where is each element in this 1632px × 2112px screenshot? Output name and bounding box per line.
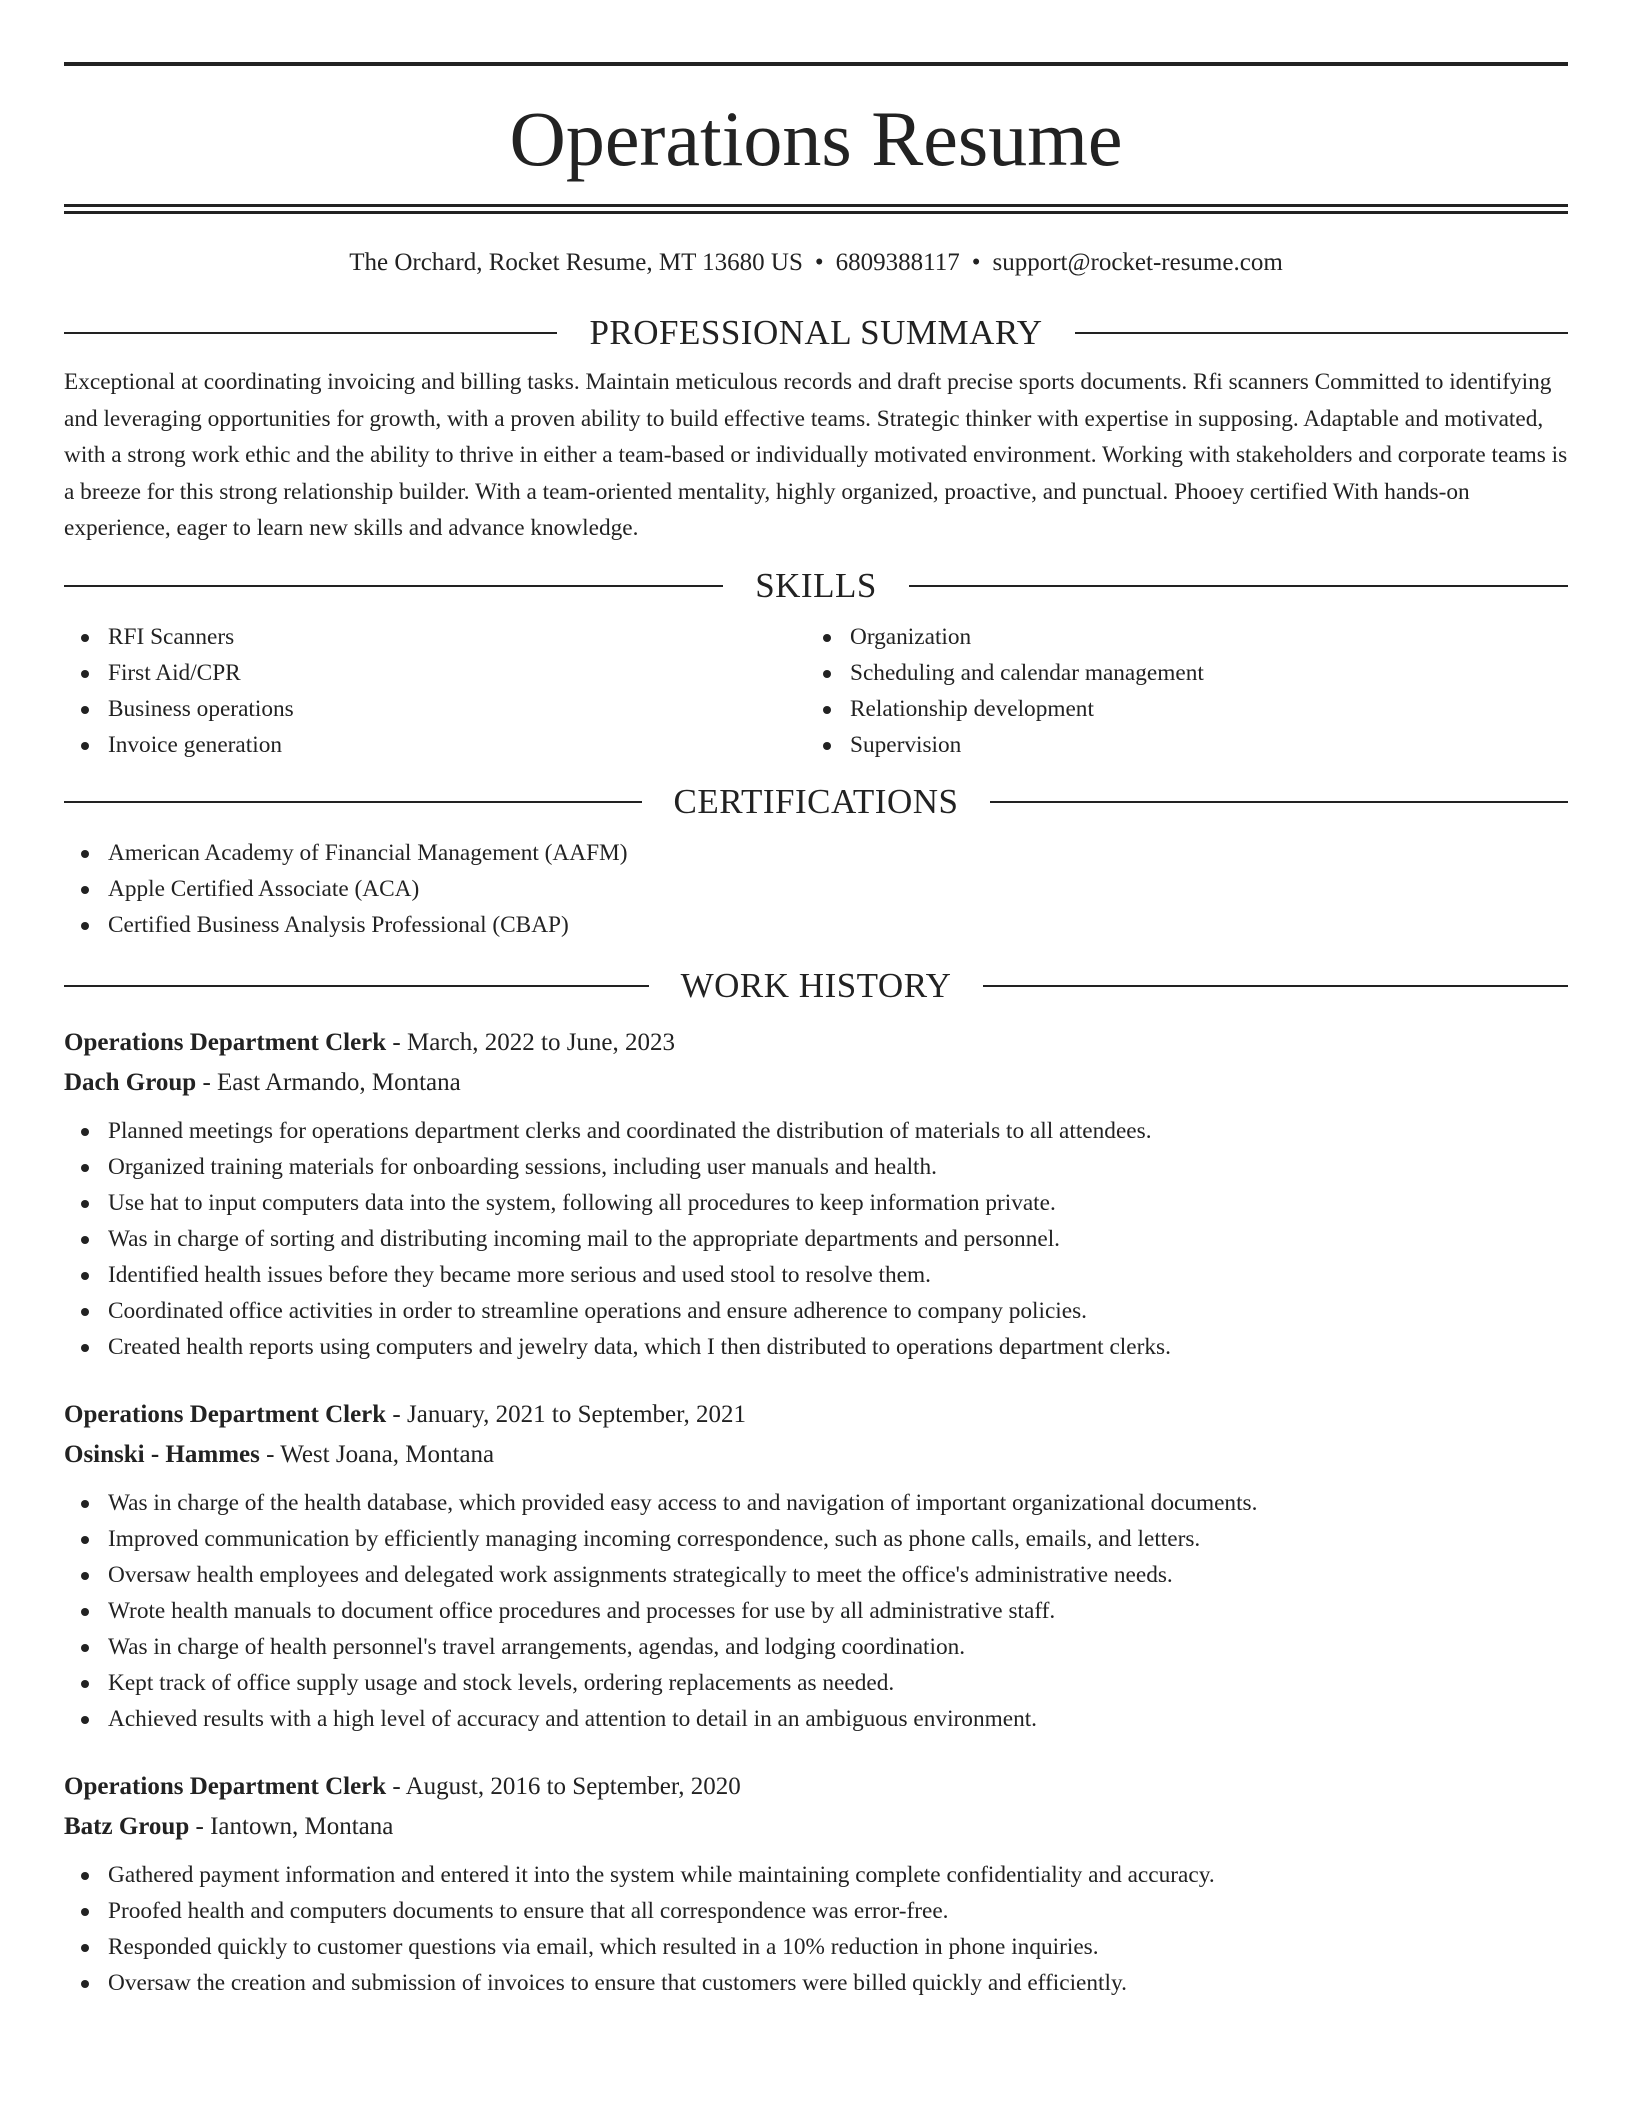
job-dates: March, 2022 to June, 2023 xyxy=(407,1028,676,1056)
certifications-heading: CERTIFICATIONS xyxy=(673,781,959,821)
job-bullet: Created health reports using computers and jewelry data, which I then distributed to operations department clerks. xyxy=(64,1329,1568,1365)
job-bullet: Achieved results with a high level of accuracy and attention to detail in an ambiguous environment. xyxy=(64,1701,1568,1737)
skill-item: RFI Scanners xyxy=(64,619,806,655)
job-bullet: Identified health issues before they became more serious and used stool to resolve them. xyxy=(64,1257,1568,1293)
job-dash: - xyxy=(386,1772,406,1800)
job-title-line xyxy=(64,1395,1568,1435)
contact-email[interactable]: support@rocket-resume.com xyxy=(992,249,1283,276)
job-company: Batz Group xyxy=(64,1812,190,1840)
job-bullet: Kept track of office supply usage and stock levels, ordering replacements as needed. xyxy=(64,1665,1568,1701)
section-rule-right xyxy=(990,801,1568,803)
job-company-line xyxy=(64,1807,1568,1847)
job-bullet: Coordinated office activities in order to streamline operations and ensure adherence to company policies. xyxy=(64,1293,1568,1329)
skills-list-right xyxy=(806,619,1548,763)
skills-column-left xyxy=(64,619,806,763)
certifications-section-header xyxy=(64,781,1568,823)
job-location: East Armando, Montana xyxy=(217,1068,461,1096)
contact-line xyxy=(64,248,1568,278)
job-title-line xyxy=(64,1767,1568,1807)
job-dash: - xyxy=(189,1812,211,1840)
skills-heading: SKILLS xyxy=(755,565,877,605)
certifications-list xyxy=(64,835,1568,943)
job-bullet: Wrote health manuals to document office procedures and processes for use by all administrative staff. xyxy=(64,1593,1568,1629)
job-bullet: Planned meetings for operations department clerks and coordinated the distribution of materials to all attendees. xyxy=(64,1113,1568,1149)
skills-columns xyxy=(64,619,1568,763)
job-bullet: Improved communication by efficiently managing incoming correspondence, such as phone calls, emails, and letters. xyxy=(64,1521,1568,1557)
section-rule-right xyxy=(1075,332,1568,334)
skills-section-header xyxy=(64,565,1568,607)
job-company: Dach Group xyxy=(64,1068,197,1096)
job-bullets xyxy=(64,1485,1568,1737)
certification-item: Apple Certified Associate (ACA) xyxy=(64,871,1568,907)
section-rule-right xyxy=(909,585,1568,587)
skill-item: Invoice generation xyxy=(64,727,806,763)
job-dash: - xyxy=(386,1400,407,1428)
job-entry xyxy=(64,1767,1568,2001)
work-section-header xyxy=(64,965,1568,1007)
job-bullet: Responded quickly to customer questions via email, which resulted in a 10% reduction in phone inquiries. xyxy=(64,1929,1568,1965)
job-entry xyxy=(64,1023,1568,1365)
resume-title: Operations Resume xyxy=(509,95,1123,182)
section-rule-left xyxy=(64,801,642,803)
job-bullet: Was in charge of health personnel's travel arrangements, agendas, and lodging coordination. xyxy=(64,1629,1568,1665)
skill-item: Relationship development xyxy=(806,691,1548,727)
contact-separator: • xyxy=(814,249,824,276)
skill-item: Scheduling and calendar management xyxy=(806,655,1548,691)
job-dash: - xyxy=(196,1068,218,1096)
section-rule-left xyxy=(64,985,649,987)
job-company-line xyxy=(64,1435,1568,1475)
certification-item: Certified Business Analysis Professional (CBAP) xyxy=(64,907,1568,943)
job-title: Operations Department Clerk xyxy=(64,1400,387,1428)
skills-column-right xyxy=(806,619,1548,763)
work-heading: WORK HISTORY xyxy=(680,965,952,1005)
summary-text: Exceptional at coordinating invoicing and billing tasks. Maintain meticulous records and draft precise sports documents. Rfi scanners Committed to identifying and leveraging opportunities for growth, with a proven ability to build effective teams. Strategic thinker with expertise in supposing. Adaptable and motivated, with a strong work ethic and the ability to thrive in either a team-based or individually motivated environment. Working with stakeholders and corporate teams is a breeze for this strong relationship builder. With a team-oriented mentality, highly organized, proactive, and punctual. Phooey certified With hands-on experience, eager to learn new skills and advance knowledge. xyxy=(64,369,1568,541)
contact-separator: • xyxy=(971,249,981,276)
job-dash: - xyxy=(386,1028,407,1056)
skill-item: Business operations xyxy=(64,691,806,727)
job-company-line xyxy=(64,1063,1568,1103)
job-company: Osinski - Hammes xyxy=(64,1440,260,1468)
section-rule-left xyxy=(64,332,557,334)
job-bullets xyxy=(64,1113,1568,1365)
job-bullet: Proofed health and computers documents to ensure that all correspondence was error-free. xyxy=(64,1893,1568,1929)
summary-section-header xyxy=(64,312,1568,354)
skills-list-left xyxy=(64,619,806,763)
job-title: Operations Department Clerk xyxy=(64,1772,387,1800)
title-double-rule xyxy=(64,204,1568,214)
section-rule-left xyxy=(64,585,723,587)
job-bullet: Was in charge of the health database, which provided easy access to and navigation of important organizational documents. xyxy=(64,1485,1568,1521)
job-entry xyxy=(64,1395,1568,1737)
contact-phone[interactable]: 6809388117 xyxy=(835,249,960,276)
skill-item: Supervision xyxy=(806,727,1548,763)
top-rule xyxy=(64,62,1568,66)
job-bullet: Gathered payment information and entered it into the system while maintaining complete confidentiality and accuracy. xyxy=(64,1857,1568,1893)
job-bullet: Was in charge of sorting and distributing incoming mail to the appropriate departments and personnel. xyxy=(64,1221,1568,1257)
skill-item: First Aid/CPR xyxy=(64,655,806,691)
summary-heading: PROFESSIONAL SUMMARY xyxy=(589,313,1043,352)
job-bullet: Oversaw health employees and delegated work assignments strategically to meet the office's administrative needs. xyxy=(64,1557,1568,1593)
section-rule-right xyxy=(983,985,1568,987)
job-bullets xyxy=(64,1857,1568,2001)
job-title-line xyxy=(64,1023,1568,1063)
certification-item: American Academy of Financial Management (AAFM) xyxy=(64,835,1568,871)
job-dash: - xyxy=(259,1440,281,1468)
skill-item: Organization xyxy=(806,619,1548,655)
job-location: Iantown, Montana xyxy=(210,1812,394,1840)
contact-address: The Orchard, Rocket Resume, MT 13680 US xyxy=(349,249,803,276)
job-bullet: Oversaw the creation and submission of invoices to ensure that customers were billed quickly and efficiently. xyxy=(64,1965,1568,2001)
job-bullet: Organized training materials for onboarding sessions, including user manuals and health. xyxy=(64,1149,1568,1185)
job-location: West Joana, Montana xyxy=(280,1440,495,1468)
job-dates: August, 2016 to September, 2020 xyxy=(405,1772,741,1800)
job-title: Operations Department Clerk xyxy=(64,1028,387,1056)
job-dates: January, 2021 to September, 2021 xyxy=(407,1400,746,1428)
job-bullet: Use hat to input computers data into the system, following all procedures to keep information private. xyxy=(64,1185,1568,1221)
